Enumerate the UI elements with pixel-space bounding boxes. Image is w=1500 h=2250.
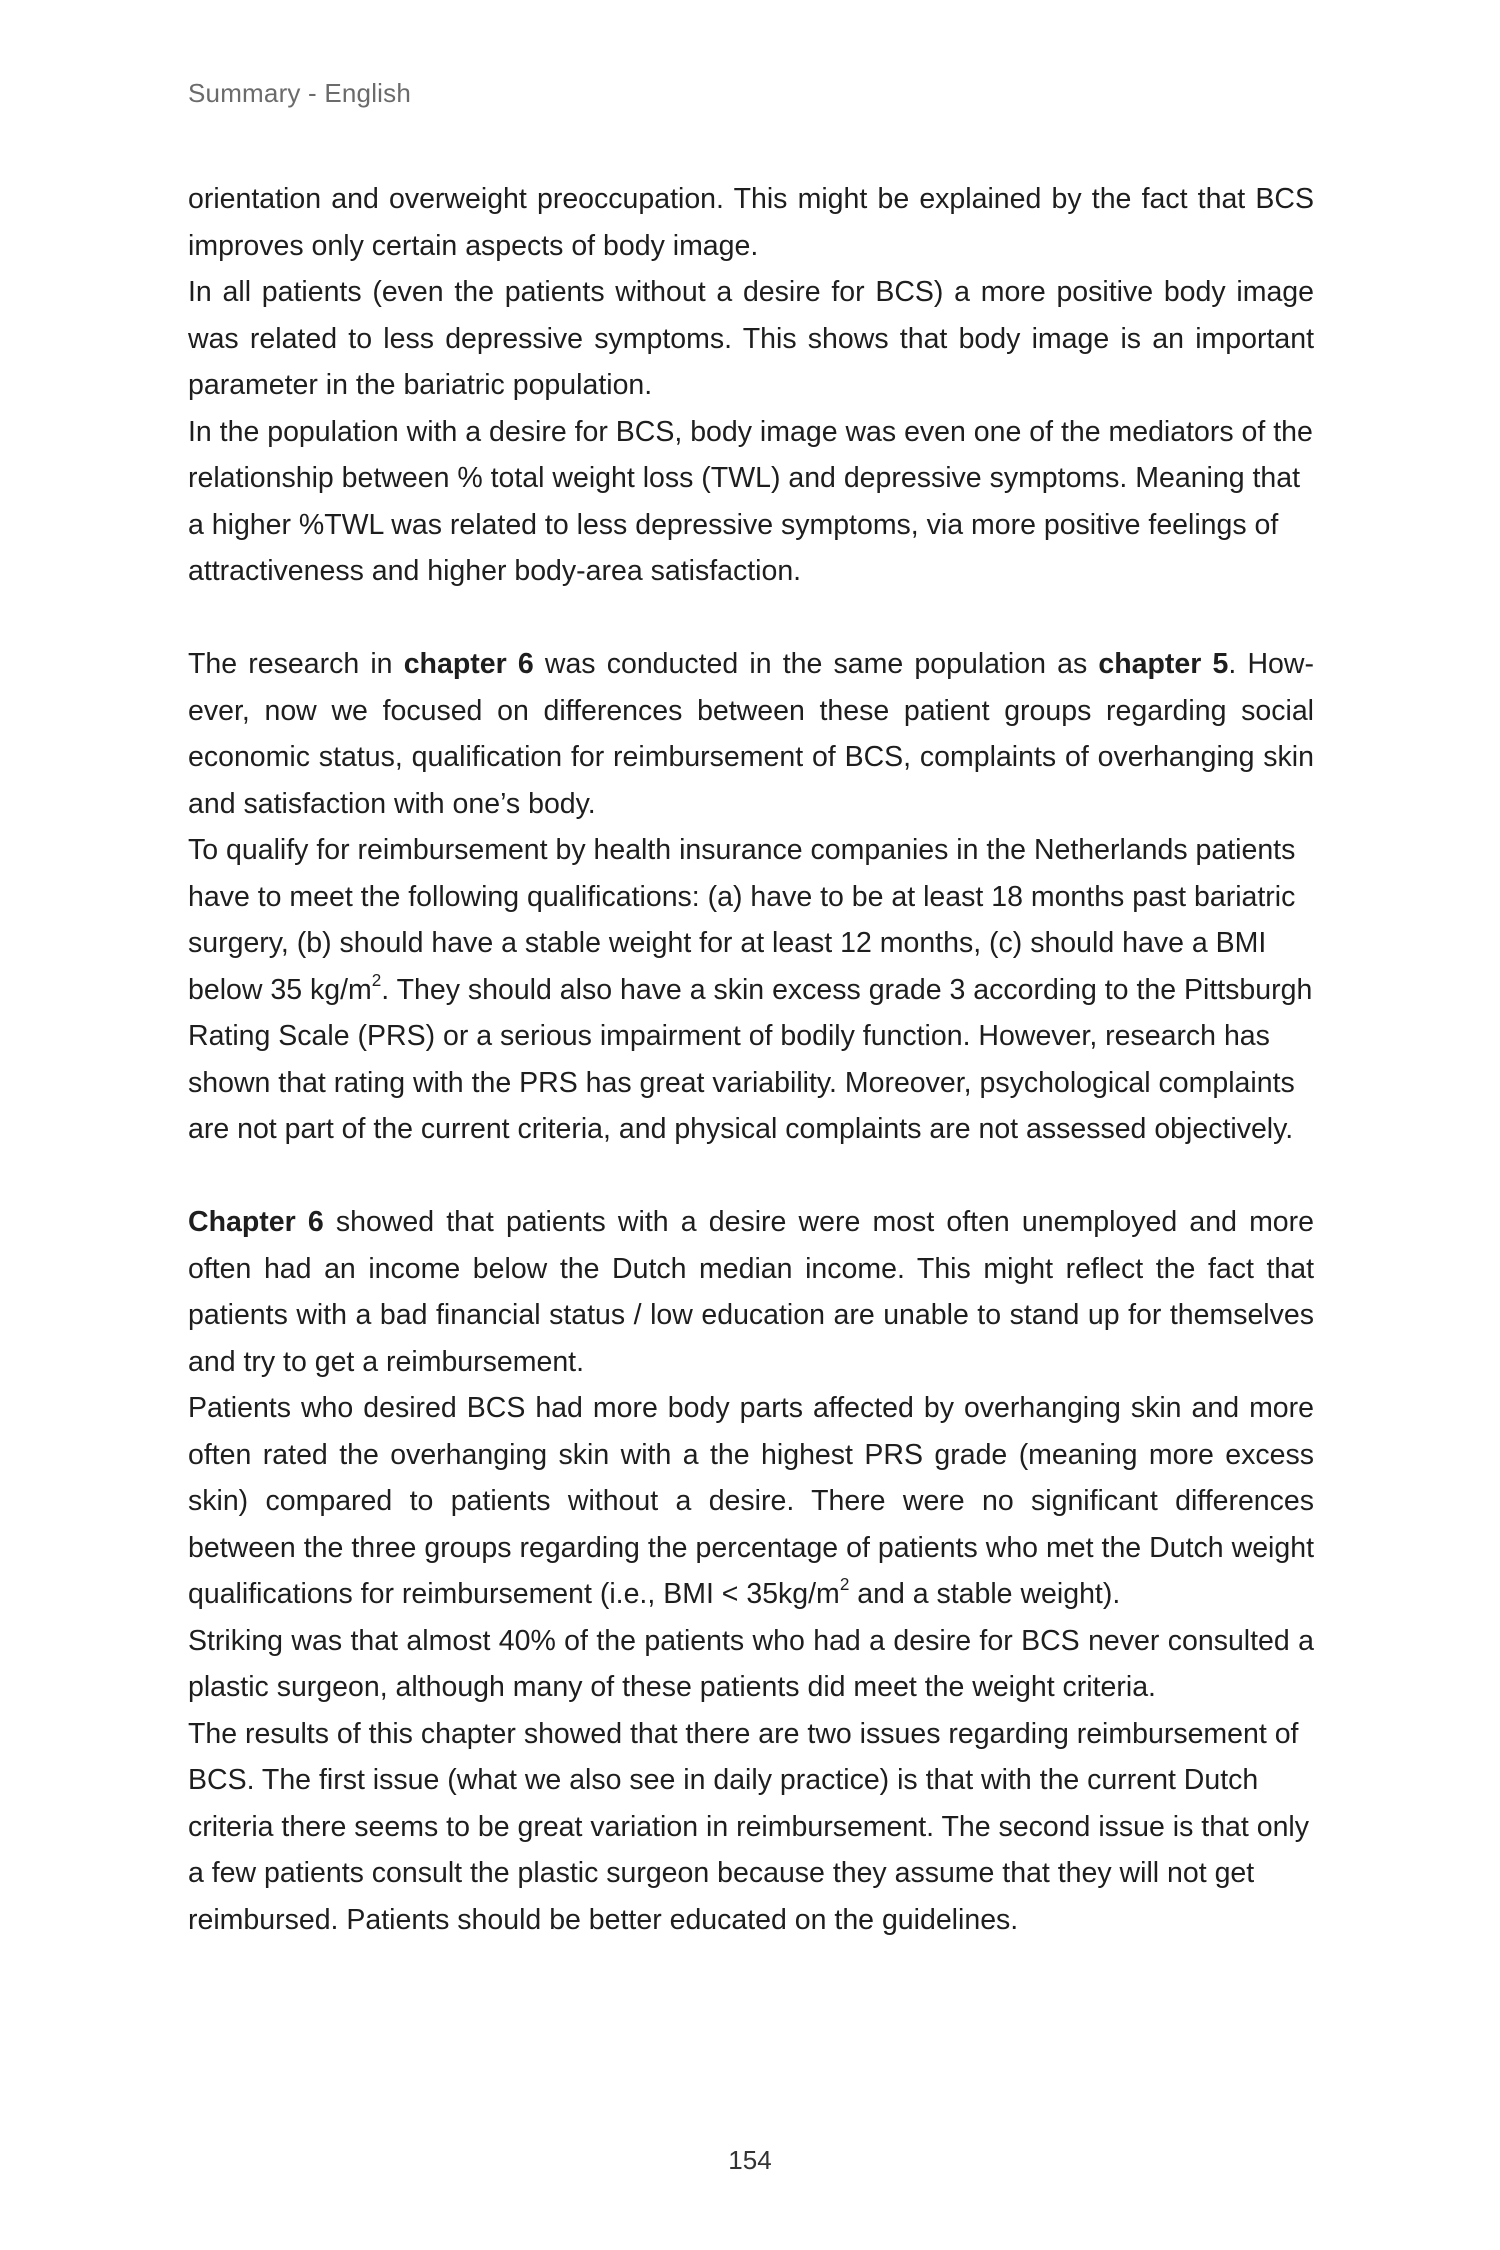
text-run: was conducted in the same population as	[533, 648, 1099, 680]
text-run: Patients who desired BCS had more body parts affected by overhanging skin and more often rated the overhanging skin with a the highest PRS grade (meaning more excess skin) compared to patients without a desire. There were no significant differences between the three groups regarding the percentage of patients who met the Dutch weight qualifications for reimbursement (i.e., BMI < 35kg/m	[188, 1392, 1314, 1610]
paragraph-body-image-aspects: orientation and overweight preoccupation. This might be explained by the fact that BCS improves only certain aspects of body image.	[188, 183, 1314, 262]
text-run: To qualify for reimbursement by health insurance companies in the Netherlands patients have to meet the following qualifications: (a) have to be at least 18 months past bariatric surgery, (b) should have a stable weight for at least 12 months, (c) should have a BMI below 35 kg/m	[188, 834, 1296, 1006]
text-run: The research in	[188, 648, 404, 680]
text-run: . However, now we focused on differences between these patient groups regarding social economic status, qualification for reimbursement of BCS, complaints of overhanging skin and satisfaction with one’s body.	[188, 648, 1314, 820]
text-run: and a stable weight).	[849, 1578, 1121, 1610]
text-run: showed that patients with a desire were most often unemployed and more often had an income below the Dutch median income. This might reflect the fact that patients with a bad financial status / low education are unable to stand up for themselves and try to get a reimbursement.	[188, 1206, 1315, 1378]
paragraph-spacer	[188, 1153, 1314, 1200]
paragraph-plastic-surgeon-consult: Striking was that almost 40% of the patients who had a desire for BCS never consulted a plastic surgeon, although many of these patients did meet the weight criteria.	[188, 1624, 1314, 1703]
paragraph-chapter-6-findings	[188, 1199, 1314, 1385]
chapter-reference: chapter 6	[403, 648, 534, 680]
paragraph-chapter-6-intro	[188, 641, 1314, 827]
chapter-reference: Chapter 6	[188, 1206, 324, 1238]
paragraph-reimbursement-issues: The results of this chapter showed that there are two issues regarding reimbursement of BCS. The first issue (what we also see in daily practice) is that with the current Dutch criteria there seems to be great variation in reimbursement. The second issue is that only a few patients consult the plastic surgeon because they assume that they will not get reimbursed. Patients should be better educated on the guidelines.	[188, 1717, 1310, 1936]
paragraph-depressive-symptoms: In all patients (even the patients without a desire for BCS) a more positive body image was related to less depressive symptoms. This shows that body image is an important parameter in the bariatric population.	[188, 276, 1314, 401]
paragraph-mediators: In the population with a desire for BCS, body image was even one of the mediators of the relationship between % total weight loss (TWL) and depressive symptoms. Meaning that a higher %TWL was related to less depressive symptoms, via more positive feelings of attractiveness and higher body-area satisfaction.	[188, 415, 1313, 587]
paragraph-reimbursement-qualifications	[188, 827, 1314, 1153]
paragraph-spacer	[188, 595, 1314, 642]
page-number: 154	[728, 2145, 772, 2175]
running-header: Summary - English	[188, 78, 412, 108]
chapter-reference: chapter 5	[1098, 648, 1229, 680]
superscript: 2	[371, 970, 382, 990]
superscript: 2	[839, 1575, 850, 1595]
body-text	[188, 176, 1314, 1943]
text-run: . They should also have a skin excess grade 3 according to the Pittsburgh Rating Scale (PRS) or a serious impairment of bodily function. However, research has shown that rating with the PRS has great variability. Moreover, psychological complaints are not part of the current criteria, and physical complaints are not assessed objectively.	[188, 973, 1313, 1145]
paragraph-overhanging-skin	[188, 1385, 1314, 1618]
